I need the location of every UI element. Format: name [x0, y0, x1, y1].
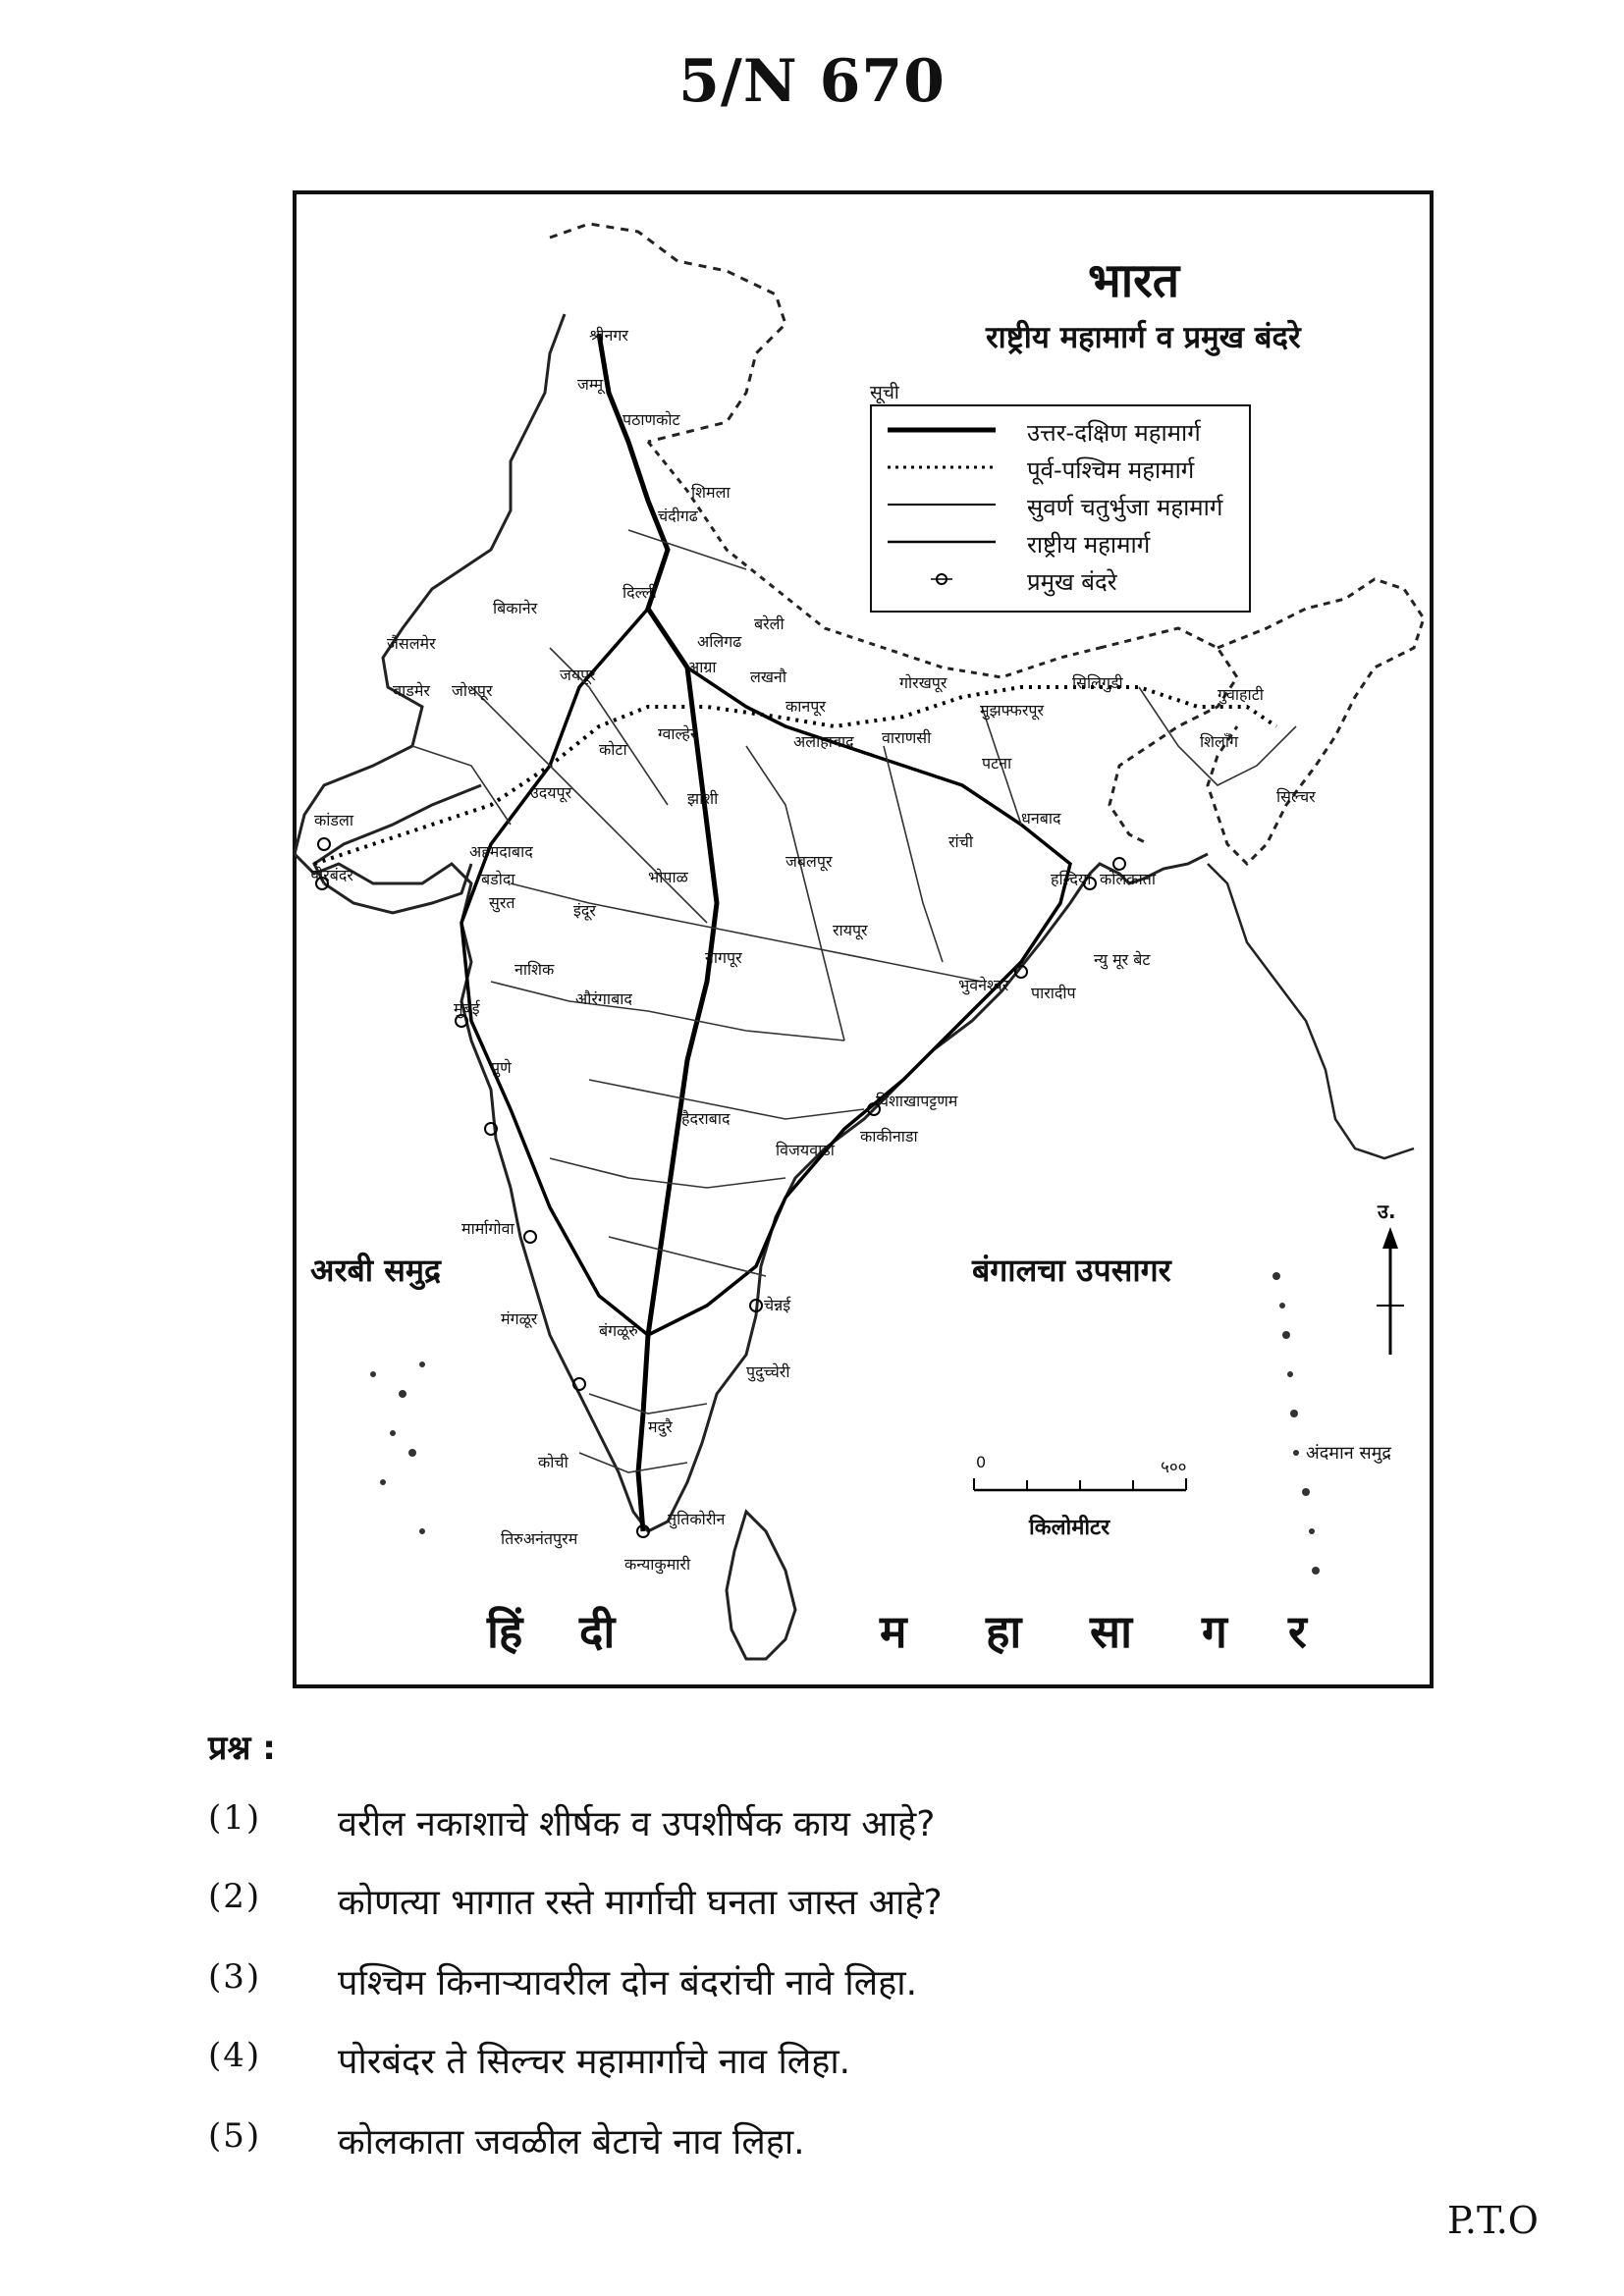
thick-line-icon — [888, 418, 1005, 442]
legend-label: सुवर्ण चतुर्भुजा महामार्ग — [1027, 494, 1223, 521]
city-label: गुवाहाटी — [1218, 685, 1264, 704]
city-label: नाशिक — [514, 960, 555, 979]
city-label: जबलपूर — [785, 852, 833, 871]
city-label: चेन्नई — [764, 1296, 791, 1314]
gujarat-coast — [314, 785, 481, 913]
dotted-line-icon — [888, 455, 1005, 479]
city-label: शिलाँग — [1200, 732, 1239, 751]
question-number: (1) — [208, 1798, 262, 1838]
city-label: शिमला — [691, 483, 731, 502]
city-label: बरेली — [754, 614, 785, 633]
scale-start-label: 0 — [976, 1453, 987, 1471]
map-subtitle: राष्ट्रीय महामार्ग व प्रमुख बंदरे — [986, 320, 1301, 355]
city-label: रायपूर — [833, 921, 868, 939]
city-label: पुणे — [491, 1058, 512, 1077]
question-text: वरील नकाशाचे शीर्षक व उपशीर्षक काय आहे? — [338, 1804, 936, 1844]
city-label: जयपूर — [560, 666, 596, 684]
question-number: (3) — [208, 1957, 262, 1997]
city-label: पोरबंदर — [310, 866, 353, 884]
city-label: तिरुअनंतपुरम — [501, 1529, 578, 1548]
city-label: हल्दिया — [1051, 870, 1092, 888]
legend-item-golden-quadrilateral — [884, 489, 1243, 524]
sri-lanka — [727, 1512, 795, 1659]
bay-of-bengal-label: बंगालचा उपसागर — [972, 1252, 1171, 1289]
city-label: दिल्ली — [623, 583, 657, 602]
legend-label: राष्ट्रीय महामार्ग — [1027, 531, 1151, 559]
city-label: मदुरै — [648, 1417, 673, 1436]
city-label: वाराणसी — [882, 728, 932, 747]
northeast-outline — [1100, 579, 1424, 864]
city-label: इंदूर — [573, 901, 596, 920]
lakshadweep-islands — [370, 1362, 425, 1534]
city-label: सुरत — [489, 893, 515, 912]
city-label: कोलकाता — [1100, 870, 1156, 888]
city-label: कोटा — [599, 740, 627, 759]
indian-ocean-char: हिं — [487, 1605, 523, 1658]
north-label: उ. — [1378, 1200, 1396, 1223]
thin-line-icon — [888, 530, 1005, 554]
city-label: बाडमेर — [393, 681, 430, 700]
city-label: नागपूर — [705, 948, 742, 967]
national-highways — [412, 530, 1296, 1472]
question-item — [208, 2036, 1485, 2085]
scale-end-label: ५०० — [1161, 1458, 1187, 1477]
indian-ocean-char: दी — [579, 1605, 616, 1658]
city-label: कन्याकुमारी — [624, 1555, 691, 1574]
andaman-sea-label: अंदमान समुद्र — [1306, 1443, 1391, 1464]
indian-ocean-char: हा — [986, 1605, 1022, 1658]
city-label: जैसलमेर — [387, 634, 436, 653]
city-label: भुवनेश्वर — [958, 976, 1009, 994]
legend-label: पूर्व-पश्चिम महामार्ग — [1027, 456, 1195, 484]
city-label: न्यु मूर बेट — [1094, 950, 1151, 969]
city-label: औरंगाबाद — [575, 989, 632, 1008]
thin-double-line-icon — [888, 493, 1005, 516]
legend-item-national-highway — [884, 526, 1243, 561]
questions-heading: प्रश्न : — [208, 1729, 276, 1768]
city-label: गोरखपूर — [899, 673, 947, 692]
myanmar-coast — [1208, 864, 1414, 1158]
city-label: विजयवाडा — [776, 1141, 835, 1159]
question-text: कोणत्या भागात रस्ते मार्गाची घनता जास्त आहे? — [338, 1883, 943, 1923]
anchor-icon — [888, 567, 1005, 591]
city-label: कोची — [538, 1453, 568, 1471]
question-text: पश्चिम किनाऱ्यावरील दोन बंदरांची नावे लिहा. — [338, 1963, 918, 2003]
city-label: तुतिकोरीन — [668, 1510, 726, 1528]
legend-label: प्रमुख बंदरे — [1027, 568, 1117, 596]
question-number: (2) — [208, 1877, 262, 1916]
city-label: काकीनाडा — [860, 1127, 918, 1146]
andaman-islands — [1272, 1272, 1320, 1575]
city-label: लखनौ — [750, 667, 786, 686]
indian-ocean-char: ग — [1202, 1605, 1227, 1658]
city-label: मंगळूर — [501, 1309, 538, 1328]
city-label: धनबाद — [1021, 809, 1061, 828]
city-label: कांडला — [314, 811, 353, 829]
legend-item-ports — [884, 563, 1243, 599]
city-label: भोपाळ — [648, 868, 688, 886]
city-label: जोधपूर — [452, 681, 493, 700]
city-label: बिकानेर — [493, 599, 538, 617]
city-label: श्रीनगर — [589, 326, 628, 345]
indian-ocean-char: म — [880, 1605, 907, 1658]
city-label: बंगळूरु — [599, 1321, 638, 1340]
legend-label: उत्तर-दक्षिण महामार्ग — [1027, 419, 1201, 447]
city-label: ग्वाल्हेर — [658, 724, 697, 743]
city-label: पुदुच्चेरी — [746, 1362, 790, 1381]
indian-ocean-char: र — [1288, 1605, 1307, 1658]
city-label: उदयपूर — [530, 783, 572, 802]
legend-item-north-south — [884, 414, 1243, 450]
question-item — [208, 1798, 1485, 1847]
city-label: हैदराबाद — [681, 1109, 731, 1128]
legend-heading: सूची — [870, 382, 899, 403]
city-label: सिलिगुडी — [1072, 673, 1123, 692]
legend — [870, 404, 1251, 613]
arabian-sea-label: अरबी समुद्र — [310, 1252, 441, 1289]
city-label: पारादीप — [1031, 984, 1076, 1002]
question-number: (4) — [208, 2036, 262, 2075]
city-label: झाशी — [687, 789, 719, 808]
city-label: अलाहाबाद — [793, 732, 854, 751]
city-label: सिल्चर — [1276, 787, 1316, 806]
city-label: पठाणकोट — [623, 410, 680, 429]
city-label: विशाखापट्टणम — [876, 1092, 958, 1110]
city-label: कानपूर — [785, 697, 826, 716]
pto-label: P.T.O — [1447, 2199, 1539, 2242]
city-label: अलिगढ — [697, 632, 742, 651]
question-item — [208, 2116, 1485, 2165]
question-item — [208, 1877, 1485, 1926]
city-label: मुंबई — [454, 999, 480, 1018]
city-label: मुझफ्फरपूर — [980, 701, 1045, 720]
city-label: रांची — [948, 832, 973, 851]
city-label: जम्मू — [577, 375, 604, 394]
northern-boundary — [550, 224, 785, 442]
city-label: अहमदाबाद — [469, 842, 533, 861]
city-label: मार्मागोवा — [461, 1219, 514, 1238]
question-text: पोरबंदर ते सिल्चर महामार्गाचे नाव लिहा. — [338, 2042, 851, 2082]
paper-code: 5/N 670 — [678, 47, 946, 116]
scale-unit-label: किलोमीटर — [1029, 1516, 1110, 1540]
city-label: बडोदा — [481, 870, 515, 888]
map-title: भारत — [1088, 253, 1180, 308]
question-number: (5) — [208, 2116, 262, 2156]
ports — [316, 838, 1125, 1537]
city-label: पटना — [982, 754, 1012, 773]
city-label: आग्रा — [687, 658, 717, 676]
indian-ocean-char: सा — [1090, 1605, 1133, 1658]
legend-item-east-west — [884, 452, 1243, 487]
question-item — [208, 1957, 1485, 2006]
north-arrow-icon — [1371, 1227, 1410, 1364]
question-text: कोलकाता जवळील बेटाचे नाव लिहा. — [338, 2122, 805, 2163]
city-label: चंदीगढ — [658, 507, 698, 525]
